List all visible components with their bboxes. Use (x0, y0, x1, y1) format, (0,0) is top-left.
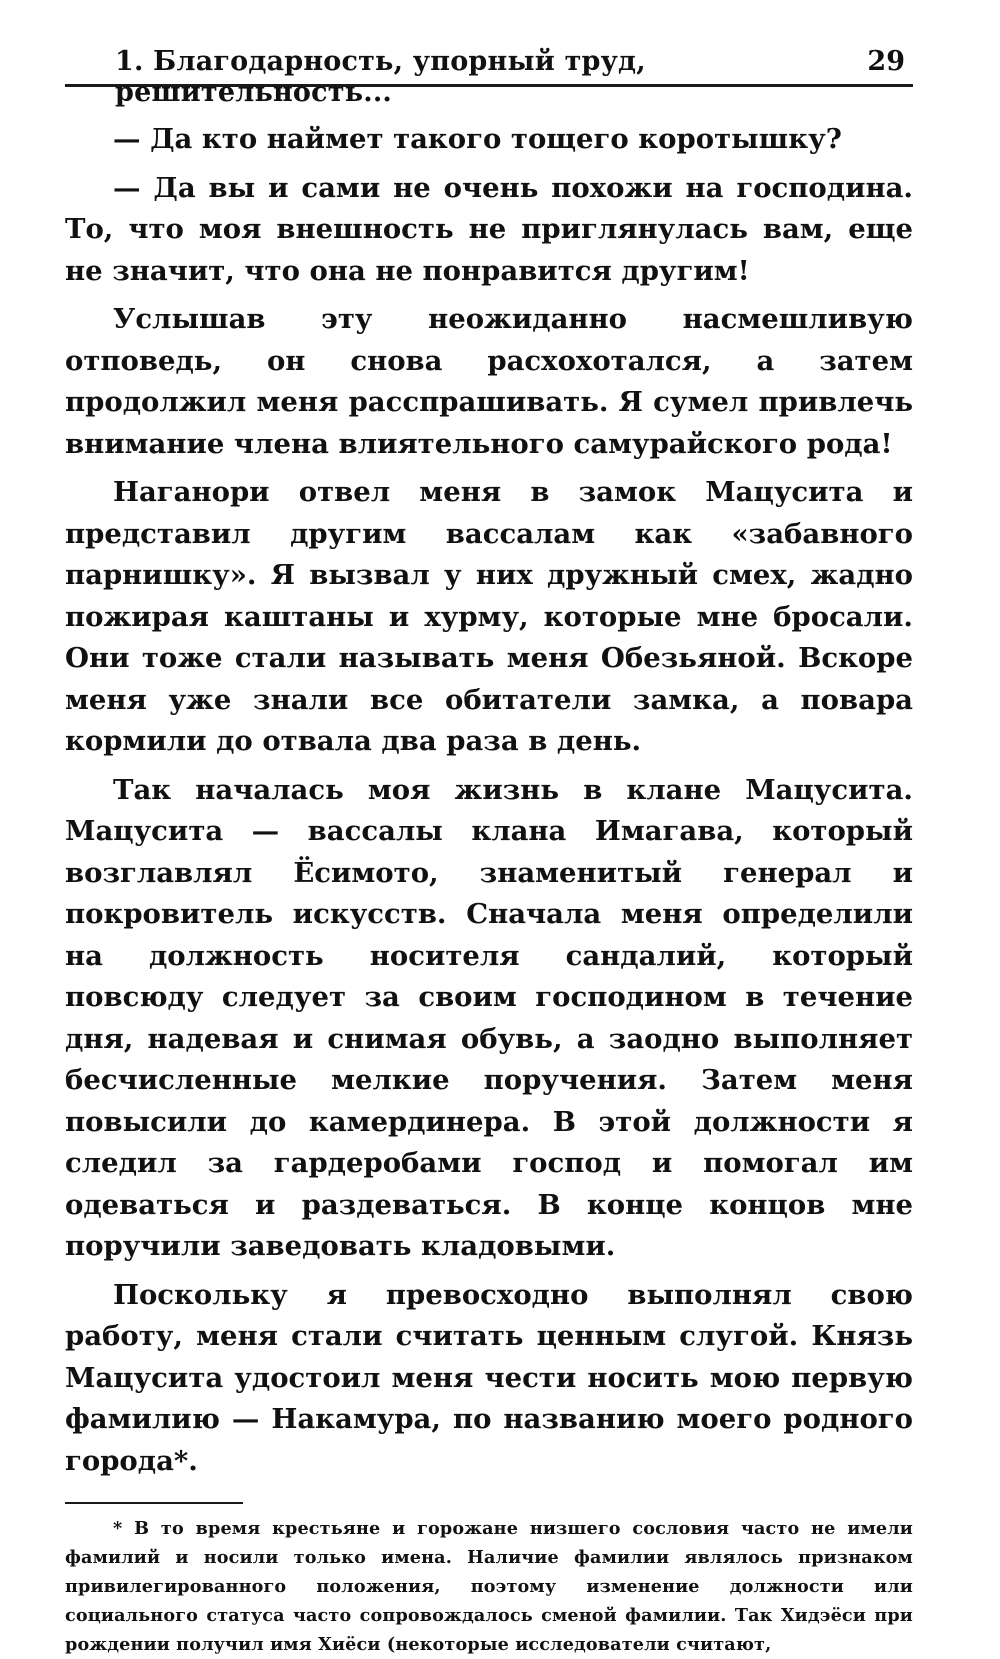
paragraph: Услышав эту неожиданно насмешливую отповедь, он снова расхохотался, а затем продолжил меня расспрашивать. Я сумел привлечь внимание члена влиятельного самурайского рода! (65, 303, 913, 460)
paragraph: Поскольку я превосходно выполнял свою работу, меня стали считать ценным слугой. Князь Мацусита удостоил меня чести носить мою первую фамилию — Накамура, по названию моего родного города*. (65, 1278, 913, 1477)
chapter-title: 1. Благодарность, упорный труд, решительность... (115, 46, 646, 108)
book-page (65, 40, 913, 1659)
paragraph: — Да кто наймет такого тощего коротышку? (113, 123, 842, 155)
footnote-divider (65, 1502, 243, 1504)
paragraph: — Да вы и сами не очень похожи на господина. То, что моя внешность не приглянулась вам, еще не значит, что она не понравится другим! (65, 171, 913, 287)
body-text (65, 119, 913, 1482)
running-head (65, 40, 913, 108)
page-number: 29 (867, 46, 905, 77)
footnote: * В то время крестьяне и горожане низшего сословия часто не имели фамилий и носили только имена. Наличие фамилии являлось признаком привилегированного положения, поэтому изменение должности или социального статуса часто сопровождалось сменой фамилии. Так Хидэёси при рождении получил имя Хиёси (некоторые исследователи считают, (65, 1518, 913, 1655)
paragraph: Так началась моя жизнь в клане Мацусита. Мацусита — вассалы клана Имагава, который возглавлял Ёсимото, знаменитый генерал и покровитель искусств. Сначала меня определили на должность носителя сандалий, который повсюду следует за своим господином в течение дня, надевая и снимая обувь, а заодно выполняет бесчисленные мелкие поручения. Затем меня повысили до камердинера. В этой должности я следил за гардеробами господ и помогал им одеваться и раздеваться. В конце концов мне поручили заведовать кладовыми. (65, 773, 913, 1262)
paragraph: Наганори отвел меня в замок Мацусита и представил другим вассалам как «забавного парнишку». Я вызвал у них дружный смех, жадно пожирая каштаны и хурму, которые мне бросали. Они тоже стали называть меня Обезьяной. Вскоре меня уже знали все обитатели замка, а повара кормили до отвала два раза в день. (65, 476, 913, 757)
